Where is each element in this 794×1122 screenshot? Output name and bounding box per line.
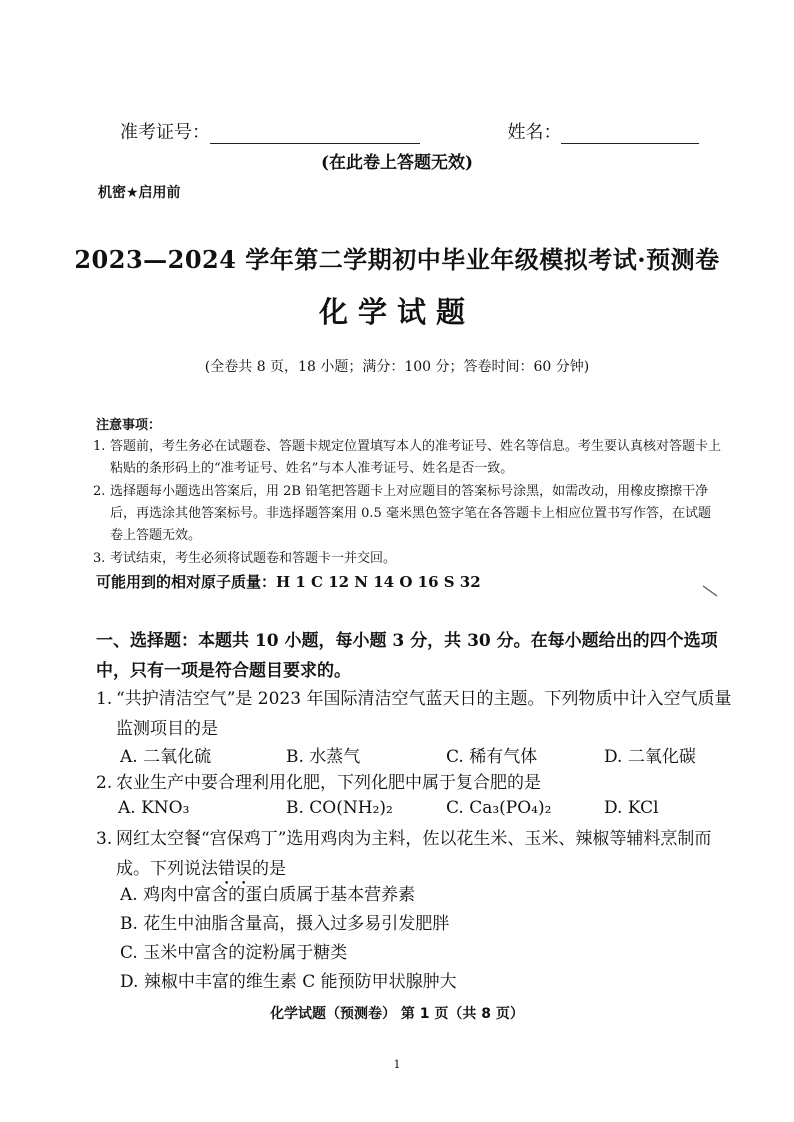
- question-stem: 农业生产中要合理利用化肥，下列化肥中属于复合肥的是: [116, 773, 541, 793]
- options-row: [120, 742, 730, 766]
- notice-num: 3.: [93, 551, 106, 566]
- option: C. 玉米中富含的淀粉属于糖类: [120, 943, 348, 963]
- option: C. 稀有气体: [446, 747, 538, 767]
- exam-info: (全卷共 8 页，18 小题；满分：100 分；答卷时间：60 分钟): [204, 359, 590, 375]
- notice-item: [93, 481, 721, 547]
- question-number: 1.: [96, 689, 113, 709]
- option: A. KNO₃: [118, 798, 190, 818]
- notice-text: 答题前，考生务必在试题卷、答题卡规定位置填写本人的准考证号、姓名等信息。考生要认真核对答题卡上粘贴的条形码上的“准考证号、姓名”与本人准考证号、姓名是否一致。: [110, 439, 722, 476]
- notice-heading: 注意事项：: [96, 418, 162, 433]
- question-number: 2.: [96, 773, 113, 793]
- option-line: [120, 967, 730, 991]
- page-footer: 化学试题（预测卷） 第 1 页（共 8 页）: [270, 1006, 524, 1022]
- name-field: [561, 125, 699, 144]
- option: C. Ca₃(PO₄)₂: [446, 798, 552, 818]
- emphasis-text: 错误: [218, 859, 252, 879]
- exam-title: 2023—2024 学年第二学期初中毕业年级模拟考试·预测卷: [74, 245, 720, 274]
- notice-item: [93, 436, 721, 480]
- question: [96, 768, 736, 798]
- question: [96, 684, 736, 744]
- page-number: 1: [393, 1058, 401, 1071]
- section-heading: 一、选择题：本题共 10 小题，每小题 3 分，共 30 分。在每小题给出的四个选项中，只有一项是符合题目要求的。: [96, 631, 718, 681]
- no-answer-note: (在此卷上答题无效): [320, 153, 474, 173]
- question-stem: “共护清洁空气”是 2023 年国际清洁空气蓝天日的主题。下列物质中计入空气质量监测项目的是: [116, 689, 732, 739]
- question-number: 3.: [96, 829, 113, 849]
- option: D. 辣椒中丰富的维生素 C 能预防甲状腺肿大: [120, 972, 457, 992]
- notice-text: 选择题每小题选出答案后，用 2B 铅笔把答题卡上对应题目的答案标号涂黑，如需改动，用橡皮擦擦干净后，再选涂其他答案标号。非选择题答案用 0.5 毫米黑色签字笔在各答题卡上相应位置书写作答，在试题卷上答题无效。: [110, 484, 711, 543]
- exam-number-label: 准考证号：: [120, 122, 210, 143]
- option: D. KCl: [604, 798, 659, 818]
- stem-text: 的是: [252, 859, 286, 879]
- notice-num: 2.: [93, 484, 106, 499]
- option: D. 二氧化碳: [604, 747, 696, 767]
- option: B. CO(NH₂)₂: [286, 798, 393, 818]
- subject-title: 化学试题: [318, 295, 475, 329]
- option: A. 二氧化硫: [120, 747, 212, 767]
- exam-number-field: [210, 125, 420, 144]
- notice-text: 考试结束，考生必须将试题卷和答题卡一并交回。: [110, 551, 397, 566]
- option-line: [120, 909, 730, 933]
- notice-item: [93, 548, 721, 570]
- option-line: [120, 938, 730, 962]
- candidate-info-row: [120, 118, 699, 144]
- option-line: [120, 880, 730, 904]
- notice-num: 1.: [93, 439, 106, 454]
- option: B. 花生中油脂含量高，摄入过多易引发肥胖: [120, 914, 450, 934]
- scan-mark-icon: [702, 584, 718, 598]
- option: B. 水蒸气: [286, 747, 361, 767]
- secret-label: 机密★启用前: [98, 185, 181, 201]
- atomic-masses: 可能用到的相对原子质量：H 1 C 12 N 14 O 16 S 32: [96, 573, 481, 591]
- name-label: 姓名：: [507, 122, 562, 143]
- options-row: [120, 798, 730, 822]
- option: A. 鸡肉中富含的蛋白质属于基本营养素: [120, 885, 416, 905]
- stem-text: 网红太空餐“宫保鸡丁”选用鸡肉为主料，佐以花生米、玉米、辣椒等辅料烹制而成。下列说法: [116, 829, 712, 879]
